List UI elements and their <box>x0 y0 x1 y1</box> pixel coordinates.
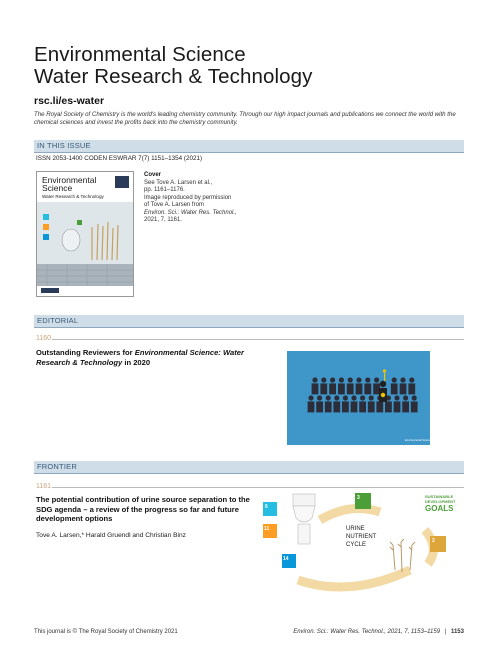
cover-caption <box>144 172 274 225</box>
reviewer-head <box>365 377 370 382</box>
reviewer-body <box>391 383 398 394</box>
frontier-title[interactable]: The potential contribution of urine source separation to the SDG agenda – a review of the progress so far and future development options <box>36 495 250 523</box>
section-bar-in-this-issue <box>34 140 464 153</box>
footer-reference <box>293 629 464 635</box>
sdg-6-number: 6 <box>265 504 268 510</box>
reviewer-body <box>376 401 383 412</box>
sdg-11-number: 11 <box>264 526 270 532</box>
reviewer-body <box>316 401 323 412</box>
reviewer-head <box>308 395 313 400</box>
frontier-figure[interactable] <box>260 490 472 594</box>
cover-title-2: Science <box>42 183 73 193</box>
reviewer-body <box>368 401 375 412</box>
cover-line: See Tove A. Larsen et al., <box>144 179 213 186</box>
reviewers-illustration <box>287 351 430 445</box>
editorial-fig-caption: Environmental Science <box>405 439 430 442</box>
reviewer-head <box>348 377 353 382</box>
urine-cycle-illustration <box>260 490 472 594</box>
sdg-14-number: 14 <box>283 556 289 562</box>
reviewer-body <box>338 383 345 394</box>
cover-title-1: Environmental <box>42 175 97 185</box>
reviewer-body <box>325 401 332 412</box>
reviewer-head <box>394 395 399 400</box>
sdg-logo-line3: GOALS <box>425 504 454 513</box>
section-bar-frontier <box>34 461 464 474</box>
reviewer-body <box>333 401 340 412</box>
frontier-page-number: 1161 <box>36 483 52 490</box>
reviewer-body <box>373 383 380 394</box>
cover-line: Environ. Sci.: Water Res. Technol., <box>144 209 237 216</box>
reviewer-head <box>409 377 414 382</box>
reviewer-body <box>400 383 407 394</box>
cover-title-3: Water Research & Technology <box>42 194 104 199</box>
urine-cycle-label-2: NUTRIENT <box>346 534 377 540</box>
cover-label: Cover <box>144 172 162 178</box>
reviewer-head <box>360 395 365 400</box>
footer-separator: | <box>444 629 447 635</box>
reviewer-head <box>334 395 339 400</box>
rsc-blurb: The Royal Society of Chemistry is the world's leading chemistry community. Through our high impact journals and publications we connect the world with the chemical sciences and invest the profits back into the chemistry community. <box>34 111 456 126</box>
section-label: IN THIS ISSUE <box>37 141 91 150</box>
issn-line: ISSN 2053-1400 CODEN ESWRAR 7(7) 1151–1354 (2021) <box>36 155 203 162</box>
cover-line: of Tove A. Larsen from <box>144 202 204 208</box>
title-text: Outstanding Reviewers for <box>36 348 135 357</box>
divider <box>52 339 464 340</box>
reviewer-body <box>394 401 401 412</box>
editorial-page-number: 1160 <box>36 335 52 342</box>
reviewer-head <box>339 377 344 382</box>
reviewer-body <box>356 383 363 394</box>
footer-copyright: This journal is © The Royal Society of Chemistry 2021 <box>34 629 178 635</box>
journal-url[interactable]: rsc.li/es-water <box>34 95 105 107</box>
reviewer-body <box>385 401 392 412</box>
sdg-3-number: 3 <box>357 495 360 501</box>
cover-line: pp. 1161–1176. <box>144 187 185 193</box>
cover-illustration <box>37 172 133 296</box>
sdg-2-number: 2 <box>432 538 435 544</box>
title-journal-italic: Environmental Science: Water Research & Technology <box>36 348 244 367</box>
reviewer-head <box>343 395 348 400</box>
reviewer-body <box>320 383 327 394</box>
reviewer-head <box>412 395 417 400</box>
section-label: FRONTIER <box>37 462 77 471</box>
reviewer-body <box>312 383 319 394</box>
title-text: in 2020 <box>122 357 151 367</box>
reviewer-body <box>351 401 358 412</box>
sdg-logo-line2: DEVELOPMENT <box>425 499 456 504</box>
reviewer-body <box>364 383 371 394</box>
reviewer-body <box>342 401 349 412</box>
editorial-title[interactable] <box>36 348 276 367</box>
frontier-authors: Tove A. Larsen,* Harald Gruendl and Christian Binz <box>36 532 186 539</box>
urine-cycle-label-3: CYCLE <box>346 542 367 548</box>
journal-title <box>34 44 312 88</box>
reviewer-body <box>402 401 409 412</box>
reviewer-head <box>392 377 397 382</box>
journal-title-line1: Environmental Science <box>34 43 246 66</box>
reviewer-head <box>400 377 405 382</box>
reviewer-head <box>330 377 335 382</box>
reviewer-head <box>312 377 317 382</box>
reviewer-head <box>317 395 322 400</box>
reviewer-head <box>321 377 326 382</box>
cover-image[interactable] <box>36 171 134 297</box>
section-bar-editorial <box>34 315 464 328</box>
reviewer-head <box>403 395 408 400</box>
urine-cycle-label-1: URINE <box>346 526 365 532</box>
reviewer-body <box>329 383 336 394</box>
reviewer-body <box>308 401 315 412</box>
reviewer-body <box>347 383 354 394</box>
footer-page-number: 1153 <box>450 629 464 635</box>
footer-citation: Environ. Sci.: Water Res. Technol., 2021, 7, 1153–1159 <box>293 629 441 635</box>
reviewer-head <box>356 377 361 382</box>
reviewer-head <box>351 395 356 400</box>
journal-title-line2: Water Research & Technology <box>34 65 313 88</box>
section-label: EDITORIAL <box>37 316 79 325</box>
cover-line: Image reproduced by permission <box>144 194 232 201</box>
divider <box>52 487 464 488</box>
sdg-logo-line1: SUSTAINABLE <box>425 494 454 499</box>
reviewer-body <box>408 383 415 394</box>
reviewer-body <box>411 401 418 412</box>
reviewer-head <box>326 395 331 400</box>
cover-line: 2021, 7, 1161. <box>144 217 182 223</box>
reviewer-head <box>369 395 374 400</box>
reviewer-body <box>359 401 366 412</box>
editorial-figure[interactable] <box>287 351 430 445</box>
reviewer-head <box>374 377 379 382</box>
